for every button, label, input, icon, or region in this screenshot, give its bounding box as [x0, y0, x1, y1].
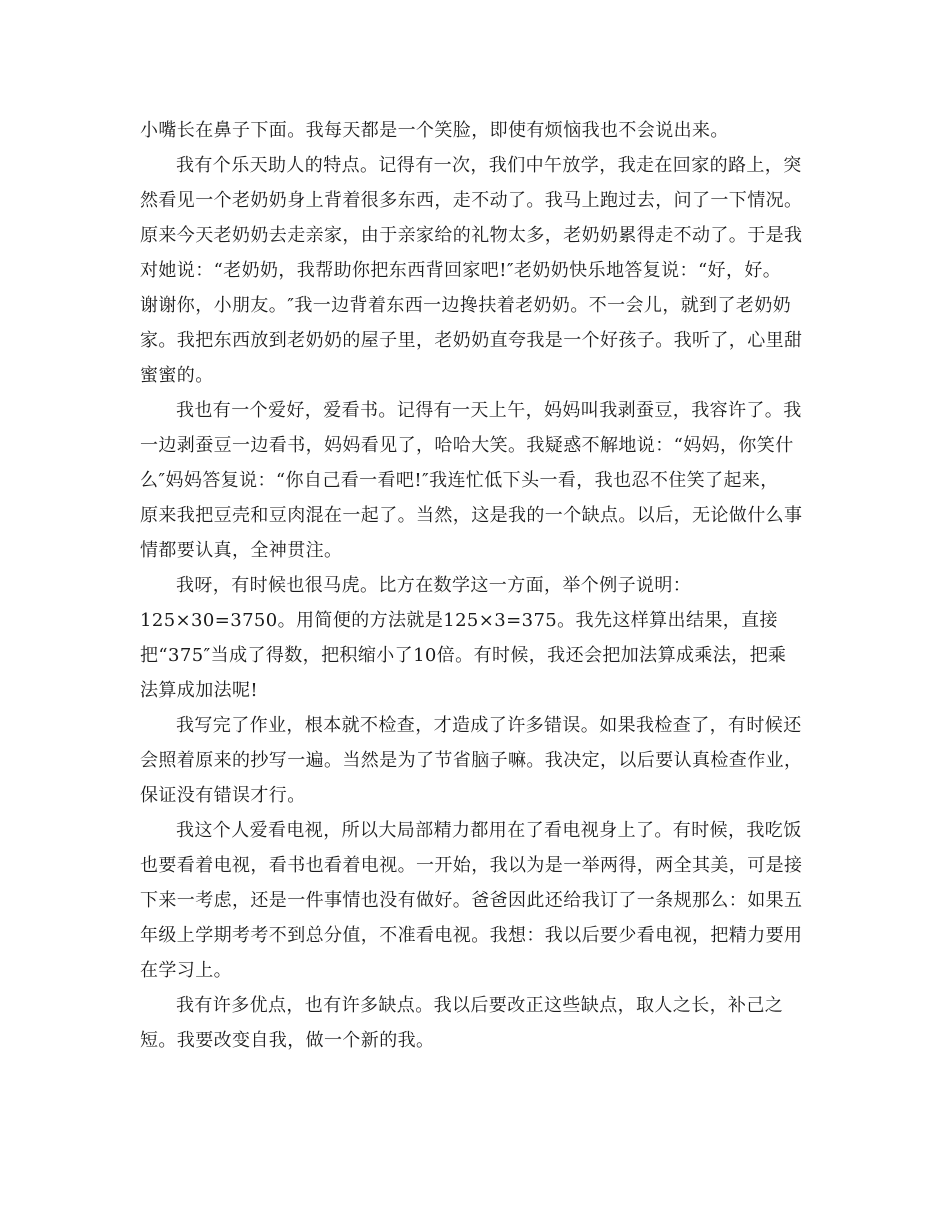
text-line: 也要看着电视，看书也看着电视。一开始，我以为是一举两得，两全其美，可是接 — [140, 855, 803, 876]
text-line: 我有个乐天助人的特点。记得有一次，我们中午放学，我走在回家的路上，突 — [176, 155, 802, 176]
text-line: 然看见一个老奶奶身上背着很多东西，走不动了。我马上跑过去，问了一下情况。 — [140, 190, 803, 211]
text-line: 我呀，有时候也很马虎。比方在数学这一方面，举个例子说明： — [176, 575, 692, 596]
text-line: 会照着原来的抄写一遍。当然是为了节省脑子嘛。我决定，以后要认真检查作业， — [140, 750, 803, 771]
text-line: 我这个人爱看电视，所以大局部精力都用在了看电视身上了。有时候，我吃饭 — [176, 820, 802, 841]
text-line: 保证没有错误才行。 — [140, 785, 306, 806]
text-line: 么″妈妈答复说：“你自己看一看吧!″我连忙低下头一看，我也忍不住笑了起来， — [140, 470, 779, 491]
text-line: 我也有一个爱好，爱看书。记得有一天上午，妈妈叫我剥蚕豆，我容许了。我 — [176, 400, 802, 421]
text-line: 一边剥蚕豆一边看书，妈妈看见了，哈哈大笑。我疑惑不解地说：“妈妈，你笑什 — [140, 435, 794, 456]
text-line: 把“375″当成了得数，把积缩小了10倍。有时候，我还会把加法算成乘法，把乘 — [140, 645, 787, 666]
essay-body — [140, 113, 812, 1058]
text-line: 情都要认真，全神贯注。 — [140, 540, 343, 561]
text-line: 蜜蜜的。 — [140, 365, 214, 386]
text-line: 短。我要改变自我，做一个新的我。 — [140, 1030, 435, 1051]
text-line: 我写完了作业，根本就不检查，才造成了许多错误。如果我检查了，有时候还 — [176, 715, 802, 736]
text-line: 谢谢你，小朋友。″我一边背着东西一边搀扶着老奶奶。不一会儿，就到了老奶奶 — [140, 295, 792, 316]
text-line: 下来一考虑，还是一件事情也没有做好。爸爸因此还给我订了一条规那么：如果五 — [140, 890, 803, 911]
text-line: 原来我把豆壳和豆肉混在一起了。当然，这是我的一个缺点。以后，无论做什么事 — [140, 505, 803, 526]
text-line: 对她说：“老奶奶，我帮助你把东西背回家吧!″老奶奶快乐地答复说：“好，好。 — [140, 260, 782, 281]
text-line: 年级上学期考考不到总分值，不准看电视。我想：我以后要少看电视，把精力要用 — [140, 925, 803, 946]
text-line: 小嘴长在鼻子下面。我每天都是一个笑脸，即使有烦恼我也不会说出来。 — [140, 120, 729, 141]
text-line: 家。我把东西放到老奶奶的屋子里，老奶奶直夸我是一个好孩子。我听了，心里甜 — [140, 330, 803, 351]
text-line: 在学习上。 — [140, 960, 232, 981]
text-line: 原来今天老奶奶去走亲家，由于亲家给的礼物太多，老奶奶累得走不动了。于是我 — [140, 225, 803, 246]
text-line: 我有许多优点，也有许多缺点。我以后要改正这些缺点，取人之长，补己之 — [176, 995, 784, 1016]
text-line: 125×30=3750。用简便的方法就是125×3=375。我先这样算出结果，直接 — [140, 610, 778, 631]
text-line: 法算成加法呢! — [140, 680, 259, 701]
